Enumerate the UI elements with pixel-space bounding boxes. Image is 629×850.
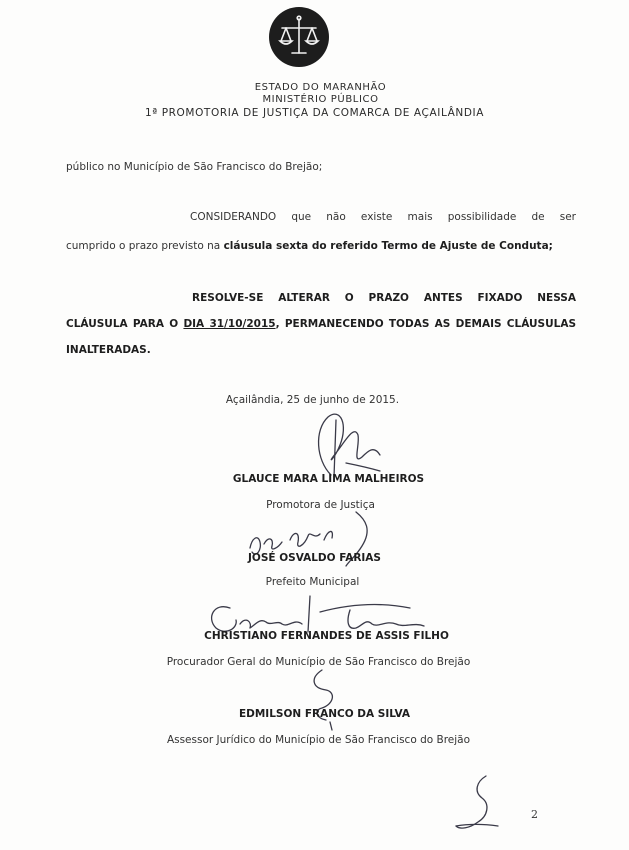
signatory-name-4: EDMILSON FRANCO DA SILVA [238, 708, 411, 720]
signatory-name-2: JOSÉ OSVALDO FARIAS [247, 552, 381, 564]
header-ministry: MINISTÉRIO PÚBLICO [262, 94, 379, 105]
signatory-role-3: Procurador Geral do Município de São Francisco do Brejão [166, 656, 471, 668]
new-deadline-date: DIA 31/10/2015 [183, 318, 276, 330]
resolve-line-1: RESOLVE-SE ALTERAR O PRAZO ANTES FIXADO NESSA [192, 292, 576, 304]
resolve-line-3: INALTERADAS. [66, 344, 151, 356]
paragraph-continuation: público no Município de São Francisco do Brejão; [66, 161, 323, 173]
header-state: ESTADO DO MARANHÃO [254, 82, 387, 93]
signatory-role-4: Assessor Jurídico do Município de São Francisco do Brejão [166, 734, 471, 746]
considerando-line-1: CONSIDERANDO que não existe mais possibilidade de ser [190, 211, 576, 223]
signatory-role-1: Promotora de Justiça [266, 499, 375, 511]
considerando-line-2 [66, 240, 553, 252]
date-line: Açailândia, 25 de junho de 2015. [225, 394, 400, 406]
signatory-name-1: GLAUCE MARA LIMA MALHEIROS [232, 473, 425, 485]
resolve-text-start: CLÁUSULA PARA O [66, 318, 184, 330]
rubric-initial [448, 768, 508, 838]
signature-edmilson [300, 662, 350, 732]
signatory-name-3: CHRISTIANO FERNANDES DE ASSIS FILHO [204, 630, 449, 642]
page-number: 2 [531, 808, 538, 821]
signatory-role-2: Prefeito Municipal [265, 576, 360, 588]
header-promotoria: 1ª PROMOTORIA DE JUSTIÇA DA COMARCA DE AÇAILÂNDIA [144, 107, 485, 119]
considerando-text-regular: cumprido o prazo previsto na [66, 240, 224, 252]
considerando-text-bold: cláusula sexta do referido Termo de Ajuste de Conduta; [223, 240, 553, 252]
scales-of-justice-icon [268, 6, 330, 68]
resolve-line-2 [66, 318, 576, 330]
resolve-text-end: , PERMANECENDO TODAS AS DEMAIS CLÁUSULAS [275, 318, 577, 330]
